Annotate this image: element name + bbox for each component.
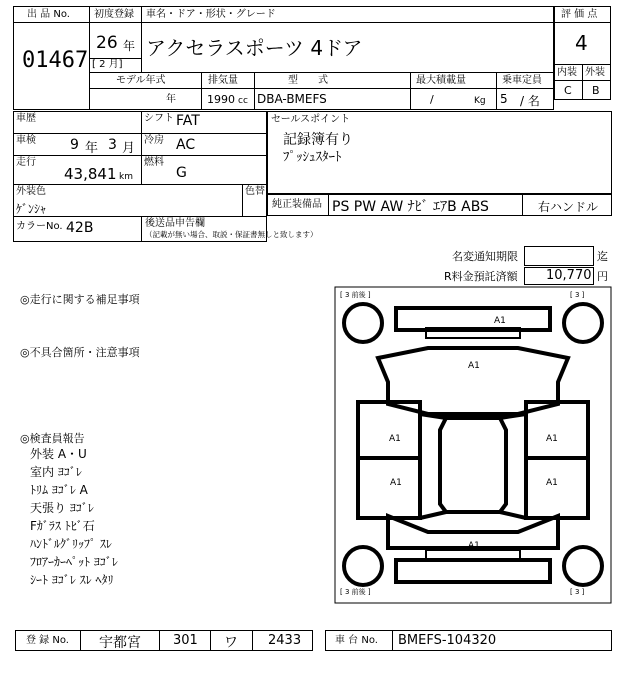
reg-number: 2433 bbox=[268, 633, 302, 648]
report-line: 外装 A・U bbox=[30, 447, 87, 461]
load-unit: Kg bbox=[474, 96, 486, 106]
car-name: アクセラスポーツ 4ドア bbox=[146, 36, 363, 60]
equipment-label: 純正装備品 bbox=[272, 199, 322, 210]
reg-kana: ワ bbox=[224, 635, 238, 651]
model-year-unit: 年 bbox=[166, 94, 176, 105]
tag-bottom-left: [ 3 前後 ] bbox=[340, 588, 371, 596]
damage-mark: A1 bbox=[390, 478, 402, 488]
damage-mark: A1 bbox=[389, 434, 401, 444]
exterior-color: ｹﾞﾝｼｬ bbox=[16, 202, 47, 216]
type-label: 型 式 bbox=[288, 75, 328, 86]
recycle-label: R料金預託済額 bbox=[444, 270, 518, 283]
first-reg-label: 初度登録 bbox=[94, 9, 134, 20]
tag-bottom-right: [ 3 ] bbox=[570, 588, 585, 596]
inspection-month: 3 bbox=[108, 137, 117, 153]
capacity-label: 乗車定員 bbox=[502, 75, 542, 86]
history-label: 車歴 bbox=[16, 113, 36, 124]
capacity-value: 5 bbox=[500, 92, 508, 106]
aircon-label: 冷房 bbox=[144, 135, 164, 146]
mileage-label: 走行 bbox=[16, 157, 36, 168]
shift-value: FAT bbox=[176, 113, 200, 129]
color-no: 42B bbox=[66, 220, 94, 236]
load-value: / bbox=[430, 93, 434, 106]
sales-line-1: 記録簿有り bbox=[283, 132, 353, 148]
model-year-label: モデル年式 bbox=[116, 75, 166, 86]
tag-top-right: [ 3 ] bbox=[570, 291, 585, 299]
report-line: Fｶﾞﾗｽ ﾄﾋﾞ石 bbox=[30, 519, 95, 533]
inspection-label: 車検 bbox=[16, 135, 36, 146]
damage-mark: A1 bbox=[494, 316, 506, 326]
report-line: ﾊﾝﾄﾞﾙｸﾞﾘｯﾌﾟ ｽﾚ bbox=[30, 537, 112, 551]
name-change-field bbox=[524, 246, 594, 266]
chassis-label: 車 台 No. bbox=[335, 635, 378, 646]
report-line: ﾄﾘﾑ ﾖｺﾞﾚ A bbox=[30, 483, 88, 497]
name-change-unit: 迄 bbox=[597, 250, 608, 263]
score-value: 4 bbox=[575, 31, 588, 55]
damage-mark: A1 bbox=[546, 478, 558, 488]
exterior-color-label: 外装色 bbox=[16, 186, 46, 197]
damage-mark: A1 bbox=[546, 434, 558, 444]
tag-top-left: [ 3 前後 ] bbox=[340, 291, 371, 299]
defects-title: ◎不具合箇所・注意事項 bbox=[20, 346, 140, 359]
reg-year: 26 bbox=[96, 33, 118, 53]
recycle-unit: 円 bbox=[597, 270, 608, 283]
driving-notes-title: ◎走行に関する補足事項 bbox=[20, 293, 140, 306]
mileage-unit: km bbox=[119, 172, 133, 182]
sales-title: セールスポイント bbox=[271, 114, 351, 125]
interior-grade: C bbox=[564, 84, 572, 97]
chassis-number: BMEFS-104320 bbox=[398, 633, 497, 648]
reg-area: 宇都宮 bbox=[99, 635, 141, 651]
lot-label: 出 品 No. bbox=[27, 9, 70, 20]
shift-label: シフト bbox=[144, 113, 174, 124]
score-label: 評 価 点 bbox=[561, 9, 598, 20]
steering-value: 右ハンドル bbox=[538, 200, 599, 214]
doc-label: 後送品申告欄 bbox=[145, 218, 205, 229]
load-label: 最大積載量 bbox=[416, 75, 466, 86]
reg-year-unit: 年 bbox=[123, 39, 136, 53]
color-change-label: 色替 bbox=[245, 186, 265, 197]
mileage-value: 43,841 bbox=[64, 165, 117, 183]
lot-number: 01467 bbox=[22, 48, 89, 73]
equipment-value: PS PW AW ﾅﾋﾞ ｴｱB ABS bbox=[332, 199, 489, 215]
fuel-value: G bbox=[176, 165, 187, 181]
reg-no-label: 登 録 No. bbox=[26, 635, 69, 646]
report-line: 天張り ﾖｺﾞﾚ bbox=[30, 501, 94, 515]
type-value: DBA-BMEFS bbox=[257, 92, 327, 106]
report-title: ◎検査員報告 bbox=[20, 432, 85, 445]
car-damage-diagram bbox=[334, 286, 612, 604]
displacement-value: 1990 bbox=[207, 93, 235, 106]
report-line: ﾌﾛｱｰｶｰﾍﾟｯﾄ ﾖｺﾞﾚ bbox=[30, 555, 118, 569]
name-change-label: 名変通知期限 bbox=[452, 250, 518, 263]
reg-class: 301 bbox=[173, 633, 198, 648]
exterior-label: 外装 bbox=[585, 67, 605, 78]
aircon-value: AC bbox=[176, 137, 196, 153]
recycle-value: 10,770 bbox=[546, 268, 592, 283]
fuel-label: 燃料 bbox=[144, 157, 164, 168]
report-line: 室内 ﾖｺﾞﾚ bbox=[30, 465, 82, 479]
damage-mark: A1 bbox=[468, 541, 480, 551]
capacity-unit: / 名 bbox=[520, 94, 540, 108]
reg-month: [ 2 月] bbox=[92, 59, 123, 70]
inspection-year: 9 bbox=[70, 137, 79, 153]
interior-label: 内装 bbox=[557, 67, 577, 78]
sales-line-2: ﾌﾟｯｼｭｽﾀｰﾄ bbox=[283, 150, 342, 165]
color-no-label: カラーNo. bbox=[16, 221, 63, 232]
displacement-unit: cc bbox=[238, 96, 248, 106]
car-label: 車名・ドア・形状・グレード bbox=[146, 9, 276, 20]
exterior-grade: B bbox=[592, 84, 600, 97]
doc-note: （記載が無い場合、取説・保証書無しと致します） bbox=[145, 230, 318, 239]
displacement-label: 排気量 bbox=[208, 75, 238, 86]
report-line: ｼｰﾄ ﾖｺﾞﾚ ｽﾚ ﾍﾀﾘ bbox=[30, 573, 114, 587]
damage-mark: A1 bbox=[468, 361, 480, 371]
